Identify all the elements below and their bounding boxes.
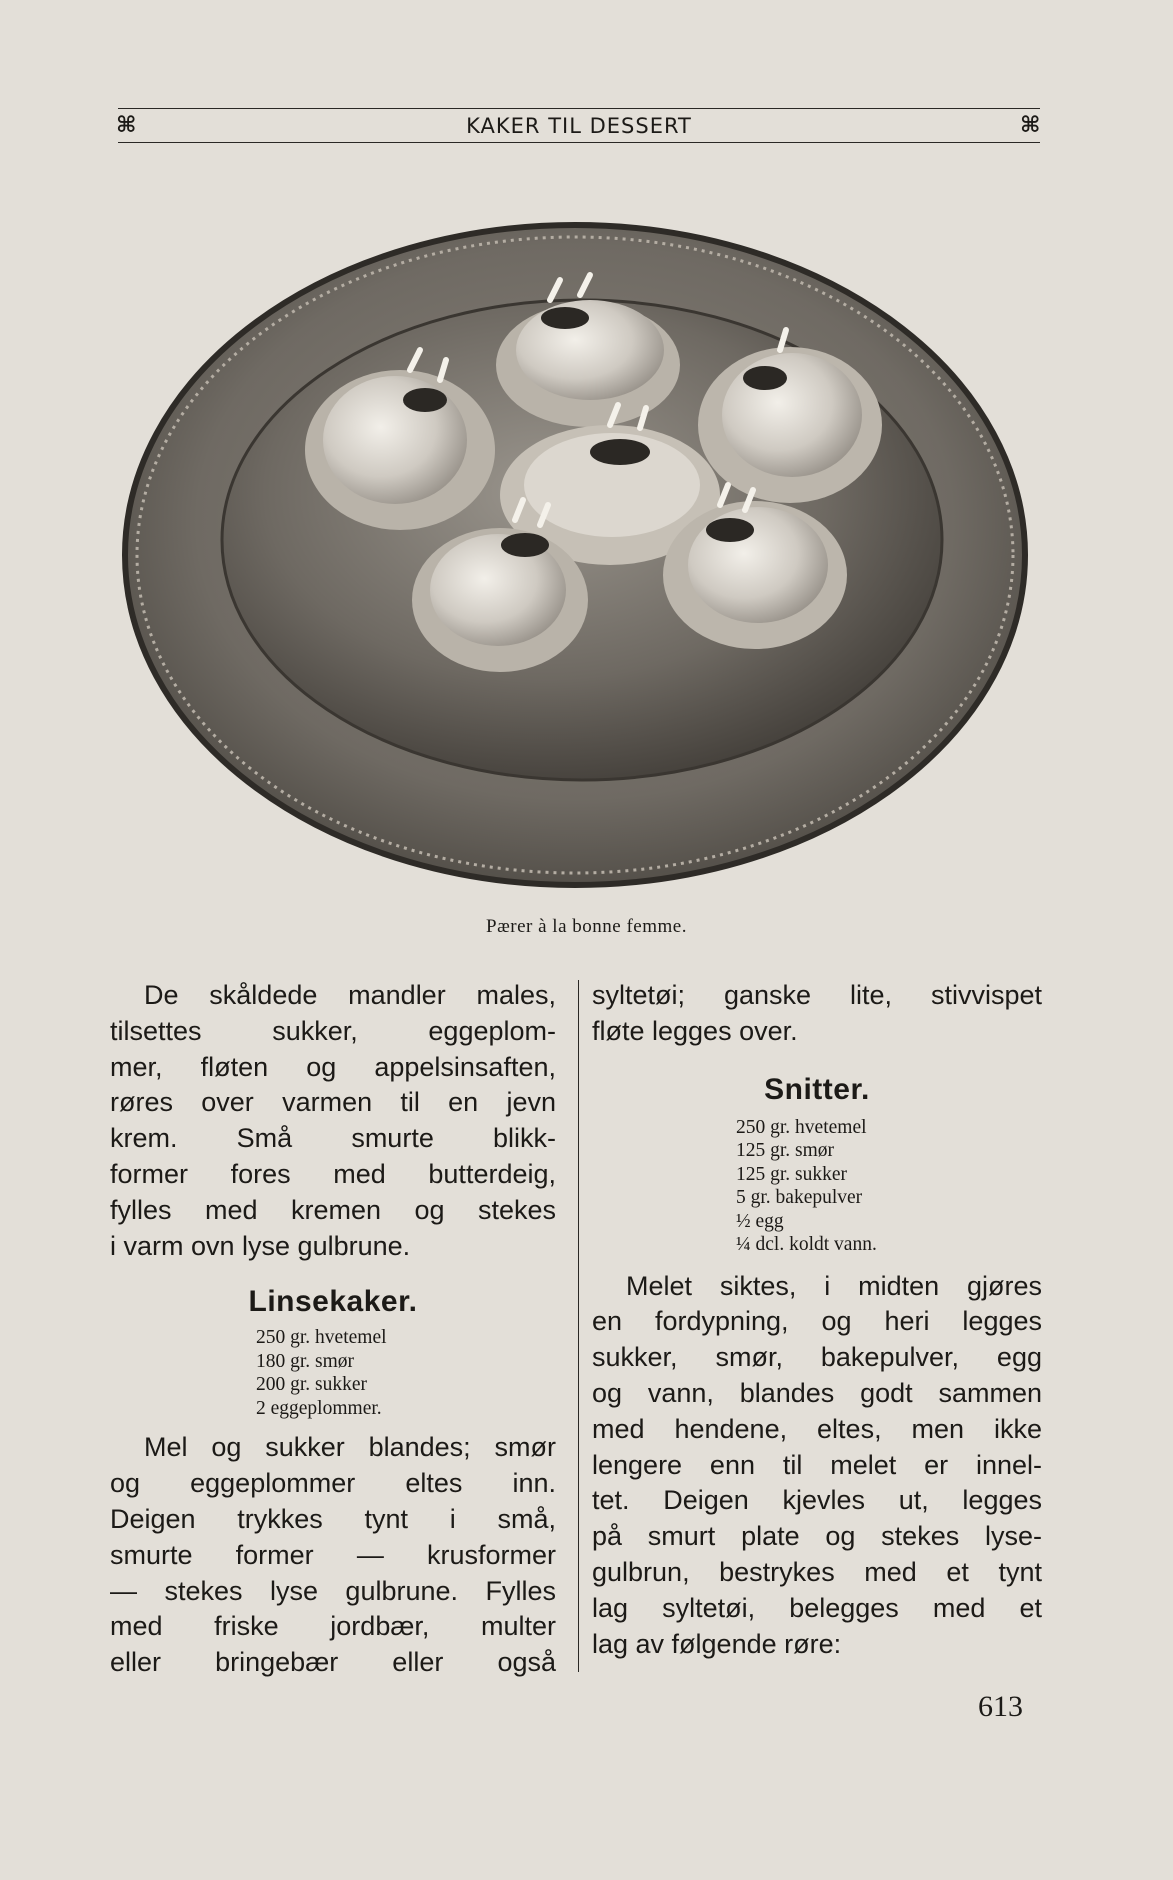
ingredient-item: 180 gr. smør (256, 1350, 355, 1372)
text-line: tet. Deigen kjevles ut, legges (592, 1485, 1042, 1516)
text-line: i varm ovn lyse gulbrune. (110, 1230, 411, 1261)
text-line: fylles med kremen og stekes (110, 1194, 556, 1225)
text-line: på smurt plate og stekes lyse- (592, 1521, 1042, 1552)
photo-pears-on-platter (120, 200, 1040, 900)
pear-half-left (305, 370, 495, 530)
text-line: med hendene, eltes, men ikke (592, 1413, 1042, 1444)
text-line: lag syltetøi, belegges med et (592, 1592, 1042, 1623)
continued-text (592, 978, 1042, 1050)
header-rule-top (118, 108, 1040, 109)
ingredient-item: 5 gr. bakepulver (736, 1187, 863, 1209)
ingredient-item: 125 gr. smør (736, 1140, 835, 1162)
header-rule-bottom (118, 142, 1040, 143)
text-line: Mel og sukker blandes; smør (144, 1432, 556, 1463)
text-line: — stekes lyse gulbrune. Fylles (110, 1575, 556, 1606)
right-column (592, 978, 1042, 1662)
pear-half-bottom-left (412, 528, 588, 672)
recipe-title-linsekaker: Linsekaker. (248, 1285, 418, 1319)
linsekaker-method (110, 1430, 556, 1681)
text-line: sukker, smør, bakepulver, egg (592, 1342, 1042, 1373)
pear-half-right (698, 347, 882, 503)
almond-cream-instructions (110, 978, 556, 1264)
text-line: eller bringebær eller også (110, 1647, 556, 1678)
text-line: De skåldede mandler males, (144, 980, 556, 1010)
text-line: mer, fløten og appelsinsaften, (110, 1051, 556, 1082)
text-line: syltetøi; ganske lite, stivvispet (592, 980, 1042, 1010)
text-line: og eggeplommer eltes inn. (110, 1468, 556, 1499)
running-header-title: KAKER TIL DESSERT (466, 114, 692, 138)
text-line: gulbrun, bestrykes med et tynt (592, 1556, 1042, 1587)
photo-caption: Pærer à la bonne femme. (486, 916, 687, 937)
text-line: røres over varmen til en jevn (110, 1087, 556, 1118)
text-line: tilsettes sukker, eggeplom- (110, 1015, 556, 1046)
ingredient-item: 250 gr. hvetemel (256, 1327, 387, 1349)
text-line: smurte former — krusformer (110, 1539, 556, 1570)
left-column (110, 978, 556, 1681)
header-ornament-right: ⌘ (1020, 112, 1041, 138)
text-line: og vann, blandes godt sammen (592, 1377, 1042, 1408)
column-divider (578, 980, 579, 1672)
text-line: Deigen trykkes tynt i små, (110, 1503, 556, 1534)
text-line: fløte legges over. (592, 1015, 798, 1046)
ingredient-item: ½ egg (736, 1210, 784, 1232)
pear-half-bottom-right (663, 501, 847, 649)
snitter-method (592, 1269, 1042, 1663)
ingredient-item: 2 eggeplommer. (256, 1397, 382, 1419)
text-line: krem. Små smurte blikk- (110, 1123, 556, 1154)
text-line: former fores med butterdeig, (110, 1158, 556, 1189)
ingredient-item: ¼ dcl. koldt vann. (736, 1234, 877, 1256)
text-line: lengere enn til melet er innel- (592, 1449, 1042, 1480)
recipe-title-snitter: Snitter. (764, 1072, 870, 1106)
ingredient-item: 125 gr. sukker (736, 1163, 848, 1185)
page-number: 613 (978, 1690, 1023, 1723)
header-ornament-left: ⌘ (116, 112, 137, 138)
ingredient-list-snitter (736, 1116, 1042, 1257)
ingredient-item: 250 gr. hvetemel (736, 1116, 867, 1138)
text-line: en fordypning, og heri legges (592, 1306, 1042, 1337)
ingredient-item: 200 gr. sukker (256, 1374, 368, 1396)
text-line: lag av følgende røre: (592, 1628, 842, 1659)
text-line: Melet siktes, i midten gjøres (626, 1270, 1042, 1301)
ingredient-list-linsekaker (256, 1326, 556, 1420)
text-line: med friske jordbær, multer (110, 1611, 556, 1642)
